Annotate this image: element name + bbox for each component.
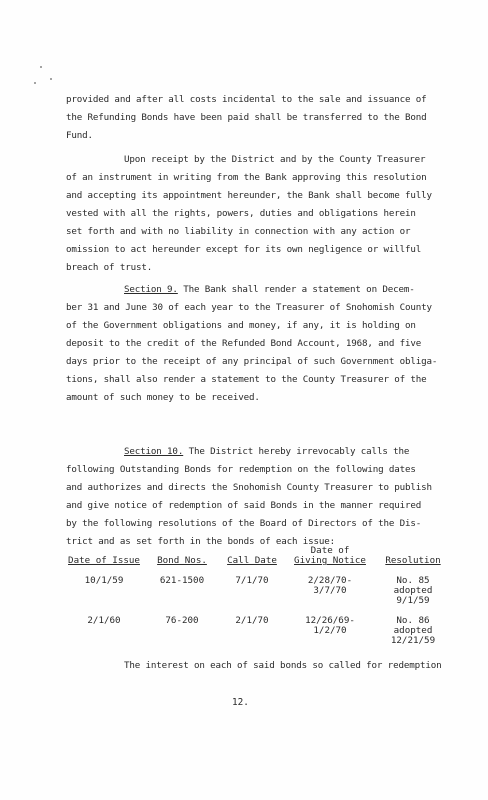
cell-date-of-issue: 10/1/59 [84,575,124,586]
cell-notice-line1: 2/28/70- [307,575,353,586]
body-line: The interest on each of said bonds so called for redemption [124,660,442,671]
body-line: ber 31 and June 30 of each year to the Treasurer of Snohomish County [66,302,432,313]
header-call-date: Call Date [227,555,277,566]
header-notice-line2: Giving Notice [294,555,366,566]
body-line: and authorizes and directs the Snohomish County Treasurer to publish [66,482,432,493]
cell-resolution-line3: 12/21/59 [390,635,436,646]
body-line: of an instrument in writing from the Bank approving this resolution [66,172,427,183]
cell-bond-nos: 621-1500 [159,575,205,586]
cell-date-of-issue: 2/1/60 [87,615,121,626]
body-line: vested with all the rights, powers, duties and obligations herein [66,208,416,219]
section-10-paragraph-start [124,446,409,457]
header-notice-line1: Date of [310,545,350,556]
body-line: deposit to the credit of the Refunded Bond Account, 1968, and five [66,338,422,349]
body-line: Upon receipt by the District and by the County Treasurer [124,154,426,165]
body-line: trict and as set forth in the bonds of each issue: [66,536,336,547]
cell-resolution-line2: adopted [393,585,433,596]
cell-resolution-line1: No. 86 [396,615,430,626]
cell-call-date: 2/1/70 [235,615,269,626]
cell-notice-line1: 12/26/69- [305,615,355,626]
body-line: The District hereby irrevocably calls the [188,446,410,457]
header-bond-nos: Bond Nos. [157,555,207,566]
section-9-paragraph-start [124,284,415,295]
body-line: the Refunding Bonds have been paid shall be transferred to the Bond [66,112,427,123]
scan-speck [50,78,52,80]
body-line: The Bank shall render a statement on Decem- [183,284,415,295]
body-line: following Outstanding Bonds for redemption on the following dates [66,464,416,475]
header-resolution: Resolution [385,555,441,566]
body-line: omission to act hereunder except for its own negligence or willful [66,244,422,255]
body-line: Fund. [66,130,93,141]
body-line: and accepting its appointment hereunder, the Bank shall become fully [66,190,432,201]
page-number: 12. [232,697,249,708]
cell-bond-nos: 76-200 [165,615,199,626]
body-line: breach of trust. [66,262,153,273]
cell-notice-line2: 1/2/70 [313,625,347,636]
scan-speck [34,82,36,84]
section-9-label: Section 9. [124,284,178,295]
body-line: days prior to the receipt of any principal of such Government obliga- [66,356,438,367]
body-line: tions, shall also render a statement to the County Treasurer of the [66,374,427,385]
body-line: amount of such money to be received. [66,392,260,403]
cell-notice-line2: 3/7/70 [313,585,347,596]
cell-resolution-line2: adopted [393,625,433,636]
section-10-label: Section 10. [124,446,184,457]
cell-resolution-line1: No. 85 [396,575,430,586]
body-line: provided and after all costs incidental to the sale and issuance of [66,94,427,105]
scan-speck [40,66,42,68]
body-line: and give notice of redemption of said Bonds in the manner required [66,500,422,511]
body-line: of the Government obligations and money, if any, it is holding on [66,320,416,331]
body-line: by the following resolutions of the Board of Directors of the Dis- [66,518,422,529]
cell-resolution-line3: 9/1/59 [396,595,430,606]
cell-call-date: 7/1/70 [235,575,269,586]
body-line: set forth and with no liability in connection with any action or [66,226,411,237]
header-date-of-issue: Date of Issue [68,555,140,566]
